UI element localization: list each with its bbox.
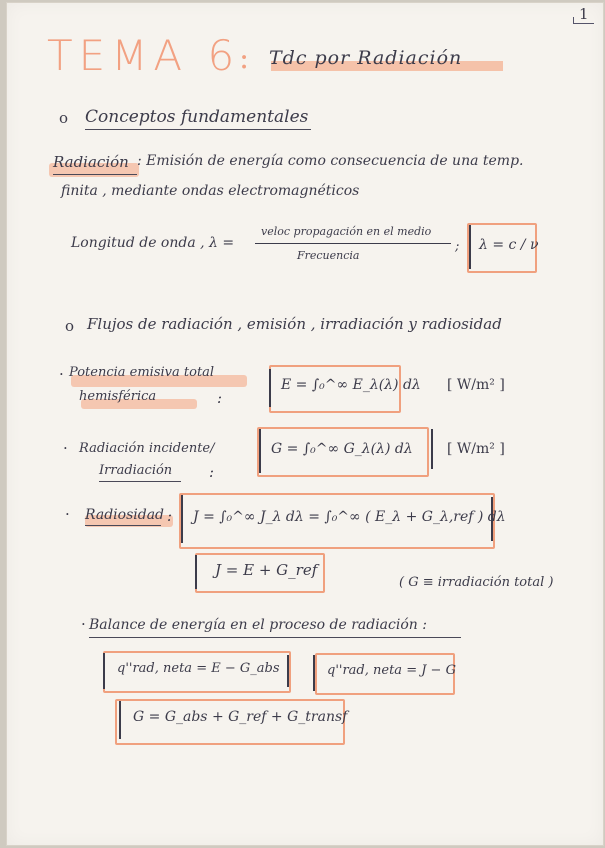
radiacion-definition-line2: finita , mediante ondas electromagnéticos (61, 183, 360, 199)
colon: : (167, 507, 173, 525)
potencia-formula: E = ∫₀^∞ E_λ(λ) dλ (281, 377, 421, 393)
page-subtitle: Tdc por Radiación (269, 47, 463, 69)
list-bullet: · (63, 439, 68, 457)
page-number: 1 (579, 5, 589, 23)
wavelength-numerator: veloc propagación en el medio (261, 225, 432, 238)
radiosidad-term: Radiosidad (85, 507, 165, 523)
radiacion-definition-line1: : Emisión de energía como consecuencia de una temp. (137, 153, 524, 169)
potencia-label-line2: hemisférica (79, 389, 157, 404)
page-title: TEMA 6 (47, 31, 241, 80)
potencia-units: [ W/m² ] (447, 377, 505, 393)
box-stroke (181, 495, 183, 543)
fraction-line (255, 243, 451, 244)
wavelength-label: Longitud de onda , λ = (71, 235, 235, 251)
box-stroke (119, 701, 121, 739)
wavelength-denominator: Frecuencia (297, 249, 360, 262)
notebook-page (6, 2, 604, 846)
colon: : (209, 463, 215, 481)
term-underline (53, 174, 137, 175)
box-stroke (195, 555, 197, 589)
radiosidad-formula-2: J = E + G_ref (215, 561, 318, 579)
section-heading-conceptos: Conceptos fundamentales (85, 107, 309, 127)
box-stroke (469, 225, 471, 269)
list-bullet: · (65, 505, 70, 523)
title-colon: : (239, 41, 250, 76)
wavelength-formula: λ = c / ν (479, 237, 539, 253)
potencia-label-line1: Potencia emisiva total (69, 365, 215, 380)
balance-heading: Balance de energía en el proceso de radiación : (89, 617, 427, 633)
radiosidad-formula: J = ∫₀^∞ J_λ dλ = ∫₀^∞ ( E_λ + G_λ,ref ) dλ (193, 509, 506, 525)
list-bullet: · (81, 615, 86, 633)
irradiacion-label-line1: Radiación incidente/ (79, 441, 215, 456)
heading-underline (85, 129, 311, 130)
box-stroke (259, 429, 261, 473)
section-bullet: o (65, 317, 75, 335)
balance-eq1: q''rad, neta = E − G_abs (117, 661, 280, 676)
radiacion-term: Radiación (53, 153, 129, 171)
box-stroke (431, 429, 433, 469)
irradiacion-units: [ W/m² ] (447, 441, 505, 457)
section-heading-flujos: Flujos de radiación , emisión , irradiación y radiosidad (87, 315, 502, 333)
box-stroke (103, 653, 105, 689)
irradiacion-note: ( G ≡ irradiación total ) (399, 575, 554, 590)
irradiacion-label-line2: Irradiación (99, 463, 173, 478)
balance-eq2: q''rad, neta = J − G (327, 663, 456, 678)
box-stroke (269, 369, 271, 407)
colon: : (217, 389, 223, 407)
balance-eq3: G = G_abs + G_ref + G_transf (133, 709, 348, 725)
irradiacion-formula: G = ∫₀^∞ G_λ(λ) dλ (271, 441, 413, 457)
term-underline (85, 525, 161, 526)
box-stroke (287, 655, 289, 687)
list-bullet: · (59, 365, 64, 383)
box-stroke (313, 655, 315, 691)
page-number-mark (573, 17, 594, 24)
term-underline (99, 481, 181, 482)
heading-underline (89, 637, 461, 638)
separator: ; (455, 239, 460, 254)
section-bullet: o (59, 109, 69, 127)
